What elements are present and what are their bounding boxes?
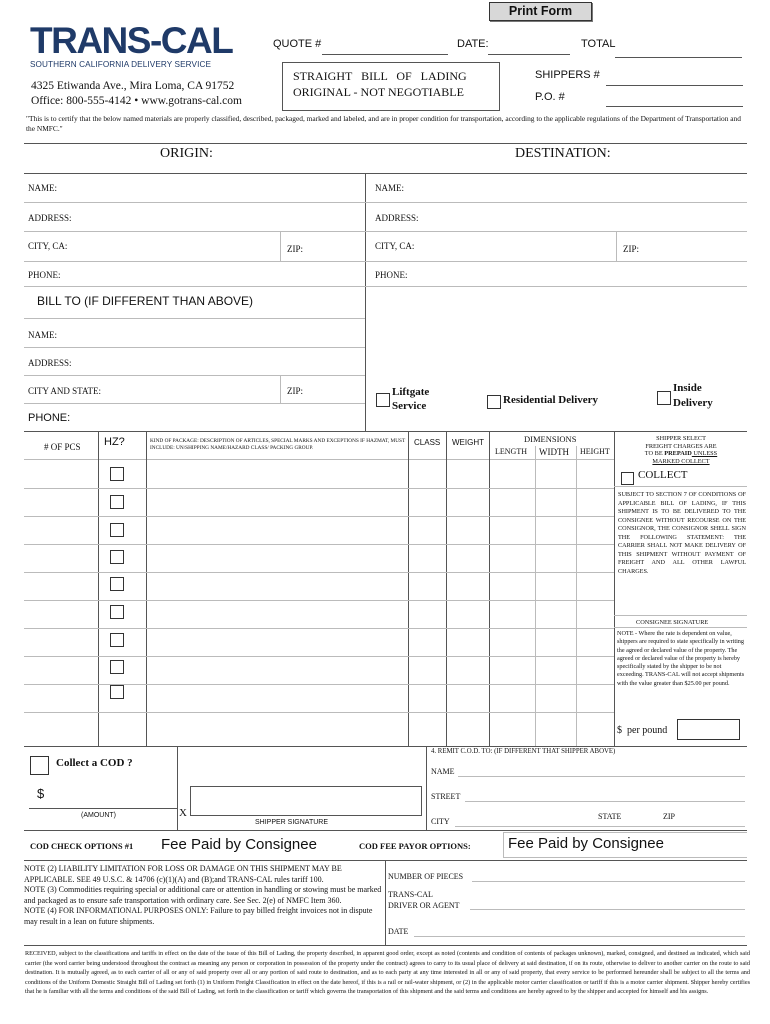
date-field[interactable] [488,54,570,55]
dimensions-header: DIMENSIONS [524,434,577,444]
bill-to-phone-label[interactable]: PHONE: [28,412,71,424]
destination-title: DESTINATION: [515,146,611,161]
residential-checkbox[interactable] [487,395,501,409]
bol-subtitle: ORIGINAL - NOT NEGOTIABLE [293,85,464,99]
length-header: LENGTH [495,447,527,456]
total-label: TOTAL [581,38,616,50]
cod-amount-caption: (AMOUNT) [81,812,116,819]
bill-to-zip-label[interactable]: ZIP: [287,386,304,396]
logo-wordmark: TRANS-CAL [30,20,233,61]
logo-tagline: SOUTHERN CALIFORNIA DELIVERY SERVICE [30,60,212,69]
origin-title: ORIGIN: [160,146,213,161]
cod-fee-payor-label: COD FEE PAYOR OPTIONS: [359,841,471,851]
liftgate-label: Liftgate Service [392,386,430,412]
width-header: WIDTH [539,447,569,457]
origin-city-label[interactable]: CITY, CA: [28,241,68,251]
remit-cod-label: 4. REMIT C.O.D. TO: (IF DIFFERENT THAT SHIPPER ABOVE) [431,748,616,755]
freight-charges-note: SHIPPER SELECT FREIGHT CHARGES ARE TO BE PREPAID UNLESS MARKED COLLECT [644,435,718,465]
shipper-signature-input[interactable] [190,786,422,816]
hz-header: HZ? [104,436,125,448]
residential-label: Residential Delivery [503,394,599,406]
cod-check-options-select[interactable]: Fee Paid by Consignee [161,836,317,853]
destination-name-label[interactable]: NAME: [375,183,404,193]
remit-street-label[interactable]: STREET [431,792,461,801]
print-form-button[interactable]: Print Form [489,2,592,21]
declared-value-note: NOTE - Where the rate is dependent on value, shippers are required to state specifically in writing the agreed or declared value of the property. The agreed or declared value of the property is hereby specifically stated by the shipper to be not exceeding. TRANS-CAL will not accept shipments with the value greater than $25.00 per pound. [617,630,745,687]
liability-notes [24,864,384,928]
bill-to-city-state-label[interactable]: CITY AND STATE: [28,386,101,396]
destination-city-label[interactable]: CITY, CA: [375,241,415,251]
hazmat-checkbox[interactable] [110,685,124,699]
cod-amount-input[interactable] [29,781,177,809]
hazmat-checkbox[interactable] [110,633,124,647]
description-header: KIND OF PACKAGE: DESCRIPTION OF ARTICLES, SPECIAL MARKS AND EXCEPTIONS IF HAZMAT, MUST INCLUDE: UN/SHIPPING NAME/HAZARD CLASS/ PACKING GROUP. [150,438,406,451]
height-header: HEIGHT [580,447,610,456]
destination-address-label[interactable]: ADDRESS: [375,213,419,223]
po-label: P.O. # [535,91,565,103]
destination-phone-label[interactable]: PHONE: [375,270,408,280]
shipper-signature-caption: SHIPPER SIGNATURE [255,819,328,826]
per-pound-input[interactable] [677,719,740,740]
shippers-field[interactable] [606,85,743,86]
quote-label: QUOTE # [273,38,322,50]
hazmat-checkbox[interactable] [110,660,124,674]
cod-check-options-label: COD CHECK OPTIONS #1 [30,841,134,851]
per-pound-label: $ per pound [617,725,668,736]
cod-dollar-sign: $ [37,786,45,801]
collect-checkbox[interactable] [621,472,634,485]
consignee-signature-label[interactable]: CONSIGNEE SIGNATURE [636,619,709,626]
liftgate-checkbox[interactable] [376,393,390,407]
hazmat-checkbox[interactable] [110,495,124,509]
section-seven-text: SUBJECT TO SECTION 7 OF CONDITIONS OF APPLICABLE BILL OF LADING, IF THIS SHIPMENT IS TO BE DELIVERED TO THE CONSIGNEE WITHOUT RECOURSE ON THE CONSIGNOR, THE CONSIGNOR SHELL SIGN THE FOLLOWING STATEMENT: THE CARRIER SHALL NOT MAKE DELIVERY OF THIS SHIPMENT WITHOUT PAYMENT OF FREIGHT AND ALL OTHER LAWFUL CHARGES. [618,491,746,575]
hazmat-checkbox[interactable] [110,550,124,564]
note-2: NOTE (2) LIABILITY LIMITATION FOR LOSS OR DAMAGE ON THIS SHIPMENT MAY BE APPLICABLE. SEE 49 U.S.C. & 14706 (c)(1)(A) and (B);and TRANS-CAL rules tariff 100. [24,864,342,884]
remit-city-label[interactable]: CITY [431,817,450,826]
bill-to-address-label[interactable]: ADDRESS: [28,358,72,368]
hazmat-checkbox[interactable] [110,605,124,619]
collect-cod-label: Collect a COD ? [56,757,133,769]
inside-delivery-checkbox[interactable] [657,391,671,405]
weight-header: WEIGHT [452,438,484,447]
origin-zip-label[interactable]: ZIP: [287,244,304,254]
collect-label: COLLECT [638,469,688,481]
note-3: NOTE (3) Commodities requiring special or additional care or attention in handling or stowing must be marked and packaged as to ensure safe transportation with ordinary care. See Sec. 2(e) of NMFC Item 360. [24,885,382,905]
signature-x: X [179,807,187,819]
origin-address-label[interactable]: ADDRESS: [28,213,72,223]
bill-to-name-label[interactable]: NAME: [28,330,57,340]
collect-cod-checkbox[interactable] [30,756,49,775]
po-field[interactable] [606,106,743,107]
hazmat-checkbox[interactable] [110,467,124,481]
origin-name-label[interactable]: NAME: [28,183,57,193]
inside-delivery-label: Inside Delivery [673,382,713,409]
company-address: 4325 Etiwanda Ave., Mira Loma, CA 91752 [31,80,235,92]
note-4: NOTE (4) FOR INFORMATIONAL PURPOSES ONLY: Failure to pay billed freight invoices not in dispute may result in a lean on future shipments. [24,906,373,926]
quote-field[interactable] [322,54,448,55]
class-header: CLASS [414,438,441,447]
certification-text: "This is to certify that the below named materials are properly classified, described, packaged, marked and labeled, and are in proper condition for transportation, according to the applicable regulations of the Department of Transportation and the NMFC." [26,114,741,133]
number-of-pieces-label[interactable]: NUMBER OF PIECES [388,872,464,881]
company-contact: Office: 800-555-4142 • www.gotrans-cal.com [31,95,242,107]
received-terms: RECEIVED, subject to the classifications and tariffs in effect on the date of the issue of this Bill of Lading, the property described, in apparent good order, except as noted (contents and condition of contents of packages unknown), marked, consigned, and destined as indicated, which said carrier (the word carrier being understood throughout the contract as meaning any person or corporation in possession of the property under the contract) agrees to carry to its usual place of delivery at said destination, if on its route, otherwise to deliver to another carrier on the route to said destination. It is mutually agreed, as to each carrier of all or any of said property over all or any portion of said route to destination, and as to each party at any time interested in all or any of said property, that every service to be performed hereunder shall be subject to all the terms and conditions of the Uniform Domestic Straight Bill of Lading set forth (1) in Uniform Freight Classification in effect on the date hereof, if this is a rail or rail-water shipment, or (2) in the applicable motor carrier classification or tariff if this is a motor carrier shipment. Shipper hereby certifies that he is familiar with all the terms and conditions of the said Bill of Lading, set forth in the classification or tariff which governs the transportation of this shipment and the said terms and conditions are hereby agreed to by the shipper and accepted for himself and his assigns. [25,950,750,996]
hazmat-checkbox[interactable] [110,523,124,537]
pcs-header: # OF PCS [44,442,81,452]
remit-zip-label[interactable]: ZIP [663,812,675,821]
shippers-label: SHIPPERS # [535,69,600,81]
cod-fee-payor-select[interactable]: Fee Paid by Consignee [503,832,747,858]
company-logo [30,22,240,68]
remit-name-label[interactable]: NAME [431,767,455,776]
bill-to-title: BILL TO (IF DIFFERENT THAN ABOVE) [37,294,254,308]
total-field[interactable] [615,57,742,58]
date-signed-label[interactable]: DATE [388,927,409,936]
bol-title: STRAIGHT BILL OF LADING [293,69,467,83]
origin-phone-label[interactable]: PHONE: [28,270,61,280]
destination-zip-label[interactable]: ZIP: [623,244,640,254]
date-label: DATE: [457,38,489,50]
driver-agent-label[interactable]: TRANS-CAL DRIVER OR AGENT [388,890,460,910]
hazmat-checkbox[interactable] [110,577,124,591]
remit-state-label[interactable]: STATE [598,812,622,821]
